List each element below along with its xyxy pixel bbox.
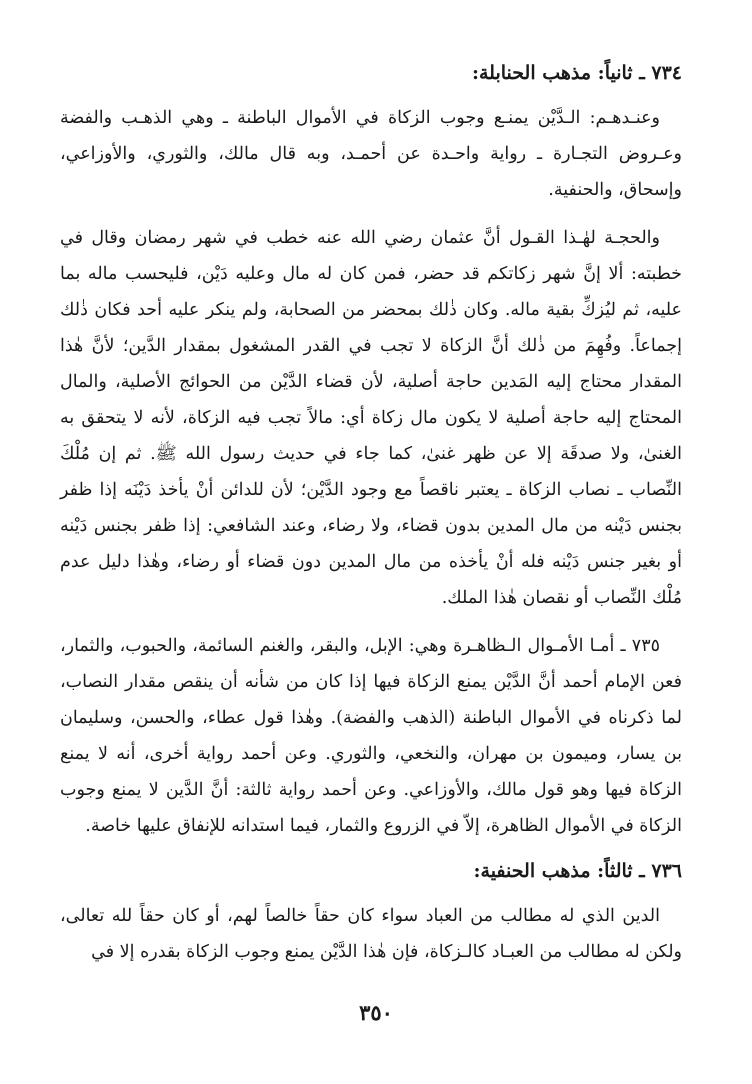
paragraph-text: وعنـدهـم: الـدَّيْن يمنـع وجوب الزكاة في الأموال الباطنة ـ وهي الذهـب والفضة وعـروض التجـارة ـ رواية واحـدة عن أحمـد، وبه قال مالك، والثوري، والأوزاعي، وإسحاق، والحنفية. <box>60 108 682 200</box>
paragraph-text: ٧٣٥ ـ أمـا الأمـوال الـظاهـرة وهي: الإبل، والبقر، والغنم السائمة، والحبوب، والثمار، فعن الإمام أحمد أنَّ الدَّيْن يمنع الزكاة فيها إذا كان من شأنه أن ينقص مقدار النصاب، لما ذكرناه في الأموال الباطنة (الذهب والفضة). وهٰذا قول عطاء، والحسن، وسليمان بن يسار، وميمون بن مهران، والنخعي، والثوري. وعن أحمد رواية أخرى، أنه لا يمنع الزكاة فيها وهو قول مالك، والأوزاعي. وعن أحمد رواية ثالثة: أنَّ الدَّين لا يمنع وجوب الزكاة في الأموال الظاهرة، إلاّ في الزروع والثمار، فيما استدانه للإنفاق عليها خاصة. <box>60 636 682 836</box>
paragraph-text: والحجـة لهٰـذا القـول أنَّ عثمان رضي الله عنه خطب في شهر رمضان وقال في خطبته: ألا إنَّ شهر زكاتكم قد حضر، فمن كان له مال وعليه دَيْن، فليحسب ماله بما عليه، ثم ليُزكِّ بقية ماله. وكان ذٰلك بمحضر من الصحابة، ولم ينكر عليه أحد فكان ذٰلك إجماعاً. وفُهِمَ من ذٰلك أنَّ الزكاة لا تجب في القدر المشغول بمقدار الدَّين؛ لأنَّ هٰذا المقدار محتاج إليه المَدين حاجة أصلية، لأن قضاء الدَّيْن من الحوائج الأصلية، والمال المحتاج إليه حاجة أصلية لا يكون مال زكاة أي: مالاً تجب فيه الزكاة، لأنه لا يتحقق به الغنىٰ، ولا صدقَة إلا عن ظهر غنىٰ، كما جاء في حديث رسول الله ﷺ. ثم إن مُلْكَ النِّصاب ـ نصاب الزكاة ـ يعتبر ناقصاً مع وجود الدَّيْن؛ لأن للدائن أنْ يأخذ دَيْنَه إذا ظفر بجنس دَيْنه من مال المدين بدون قضاء، ولا رضاء، وعند الشافعي: إذا ظفر بجنس دَيْنه أو بغير جنس دَيْنه فله أنْ يأخذه من مال المدين دون قضاء أو رضاء، وهٰذا دليل عدم مُلْك النِّصاب أو نقصان هٰذا الملك. <box>60 228 682 608</box>
paragraph <box>60 100 682 208</box>
paragraph <box>60 898 682 970</box>
paragraph <box>60 628 682 844</box>
paragraph-text: الدين الذي له مطالب من العباد سواء كان حقاً خالصاً لهم، أو كان حقاً لله تعالى، ولكن له مطالب من العبـاد كالـزكاة، فإن هٰذا الدَّيْن يمنع وجوب الزكاة بقدره إلا في <box>60 906 682 962</box>
paragraph <box>60 220 682 616</box>
section-hanafi <box>60 856 682 970</box>
page-number: ٣٥٠ <box>359 1000 393 1025</box>
section-heading: ٧٣٦ ـ ثالثاً: مذهب الحنفية: <box>473 860 682 882</box>
section-apparent-wealth <box>60 628 682 844</box>
section-hanbali <box>60 58 682 616</box>
section-heading: ٧٣٤ ـ ثانياً: مذهب الحنابلة: <box>471 62 682 84</box>
